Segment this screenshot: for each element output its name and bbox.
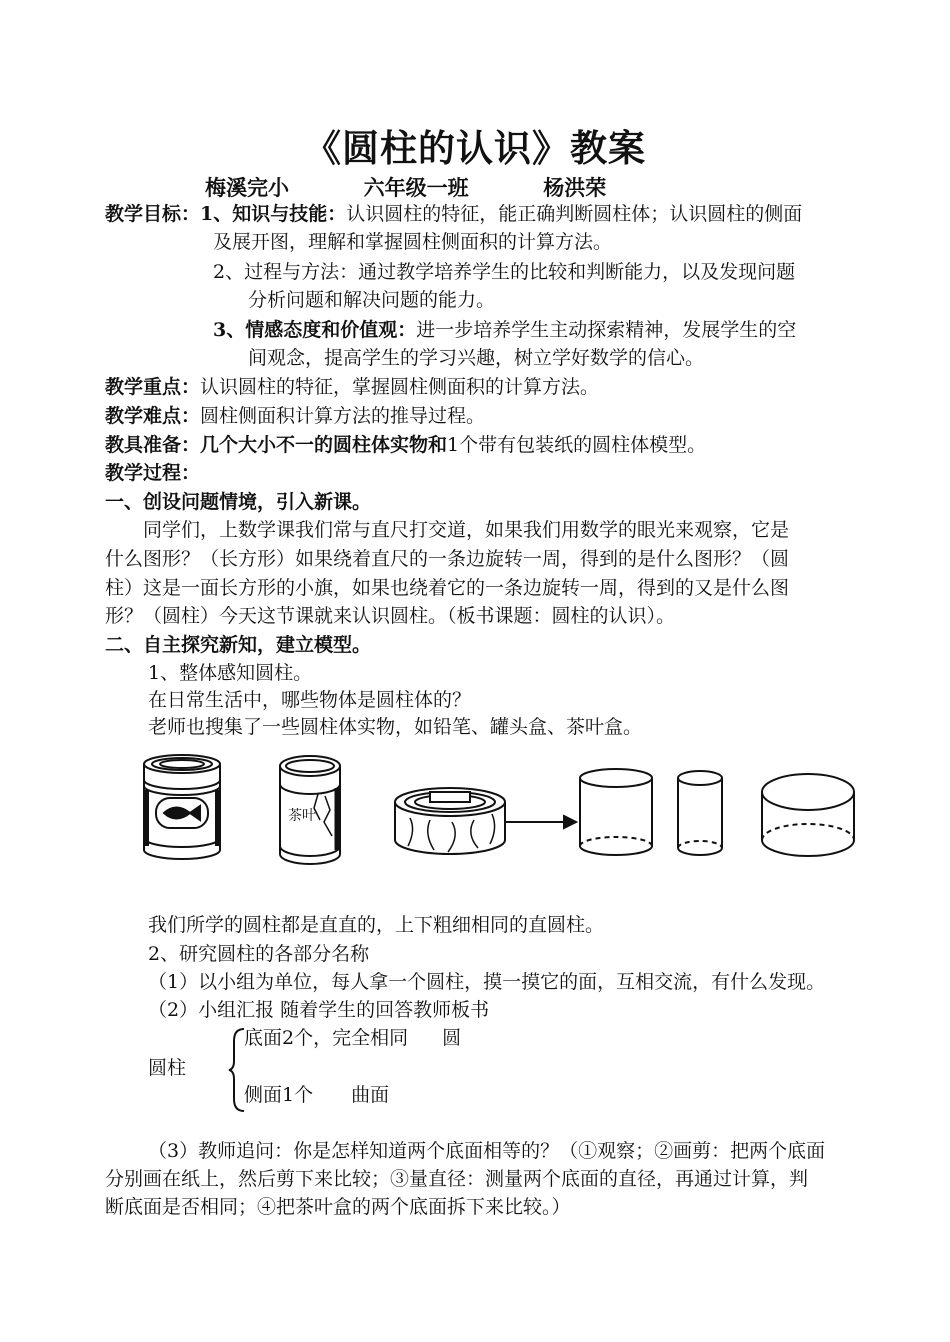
question-line-2: 分别画在纸上，然后剪下来比较；③量直径：测量两个底面的直径，再通过计算，判 [105, 1168, 809, 1190]
goal-2-line-2: 分析问题和解决问题的能力。 [248, 289, 496, 311]
author-line [205, 172, 606, 202]
diagram-bottom-note: 曲面 [351, 1084, 390, 1106]
goal-3-line-1 [213, 317, 796, 343]
section-2-line-6: （1）以小组为单位，每人拿一个圆柱，摸一摸它的面，互相交流，有什么发现。 [148, 971, 826, 993]
goal-2-text: 过程与方法：通过教学培养学生的比较和判断能力，以及发现问题 [244, 261, 796, 283]
section-1-para-line-2: 什么图形？（长方形）如果绕着直尺的一条边旋转一周，得到的是什么图形？（圆 [105, 548, 790, 570]
tools-bold: 几个大小不一的圆柱体实物和 [200, 434, 448, 456]
school-name: 梅溪完小 [205, 175, 289, 200]
section-1-heading: 一、创设问题情境，引入新课。 [105, 491, 372, 513]
wooden-box-icon [395, 788, 505, 854]
difficulty-label: 教学难点： [105, 405, 201, 427]
section-2-line-3: 老师也搜集了一些圆柱体实物，如铅笔、罐头盒、茶叶盒。 [148, 716, 643, 738]
section-2-line-7: （2）小组汇报 随着学生的回答教师板书 [148, 999, 490, 1021]
goal-3-line-2: 间观念，提高学生的学习兴趣，树立学好数学的信心。 [248, 347, 705, 369]
section-2-heading: 二、自主探究新知，建立模型。 [105, 634, 372, 656]
goal-3-head: 3、情感态度和价值观： [213, 319, 417, 341]
section-2-line-4: 我们所学的圆柱都是直直的，上下粗细相同的直圆柱。 [148, 914, 605, 936]
page-title: 《圆柱的认识》教案 [304, 126, 646, 170]
key-text: 认识圆柱的特征，掌握圆柱侧面积的计算方法。 [200, 376, 600, 398]
key-point-line [105, 374, 599, 400]
diagram-top-branch [244, 1025, 461, 1051]
diagram-top-note: 圆 [442, 1027, 462, 1049]
difficulty-line [105, 403, 485, 429]
tools-text: 1个带有包装纸的圆柱体模型。 [447, 434, 707, 456]
section-2-line-2: 在日常生活中，哪些物体是圆柱体的？ [148, 689, 472, 711]
can-icon [144, 755, 220, 859]
process-label: 教学过程： [105, 462, 201, 484]
teacher-name: 杨洪荣 [543, 175, 607, 200]
question-line-3: 断底面是否相同；④把茶叶盒的两个底面拆下来比较。） [105, 1196, 571, 1218]
class-name: 六年级一班 [363, 175, 469, 200]
diagram-top-text: 底面2个，完全相同 [244, 1027, 409, 1049]
diagram-root: 圆柱 [148, 1057, 187, 1079]
goals-label: 教学目标： [105, 203, 201, 225]
section-1-para-line-4: 形？（圆柱）今天这节课就来认识圆柱。（板书课题：圆柱的认识）。 [105, 605, 676, 627]
goal-1-line-1 [105, 201, 802, 227]
arrow-right-icon [506, 816, 576, 828]
tools-line [105, 432, 706, 458]
goal-3-text: 进一步培养学生主动探索精神，发展学生的空 [416, 319, 797, 341]
section-2-line-5: 2、研究圆柱的各部分名称 [148, 943, 370, 965]
tea-box-label: 茶叶 [288, 808, 316, 824]
section-2-line-1: 1、整体感知圆柱。 [148, 662, 313, 684]
difficulty-text: 圆柱侧面积计算方法的推导过程。 [200, 405, 486, 427]
cylinder-illustration [130, 750, 870, 870]
section-1-para-line-3: 柱）这是一面长方形的小旗，如果也绕着它的一条边旋转一周，得到的又是什么图 [105, 577, 790, 599]
cylinder-icon [580, 769, 652, 855]
goal-1-text: 认识圆柱的特征，能正确判断圆柱体；认识圆柱的侧面 [346, 203, 803, 225]
goal-2-num: 2、 [213, 261, 245, 283]
diagram-bottom-text: 侧面1个 [244, 1084, 314, 1106]
diagram-bottom-branch [244, 1082, 389, 1108]
cylinder-icon [678, 771, 722, 855]
key-label: 教学重点： [105, 376, 201, 398]
tea-box-icon [280, 756, 340, 864]
tools-label: 教具准备： [105, 434, 201, 456]
cylinder-icon [762, 774, 854, 856]
goal-1-line-2: 及展开图，理解和掌握圆柱侧面积的计算方法。 [213, 231, 613, 253]
goal-2-line-1 [213, 259, 795, 285]
goal-1-head: 1、知识与技能： [200, 203, 347, 225]
question-line-1: （3）教师追问：你是怎样知道两个底面相等的？（①观察；②画剪：把两个底面 [148, 1140, 826, 1162]
section-1-para-line-1: 同学们，上数学课我们常与直尺打交道，如果我们用数学的眼光来观察，它是 [143, 519, 790, 541]
